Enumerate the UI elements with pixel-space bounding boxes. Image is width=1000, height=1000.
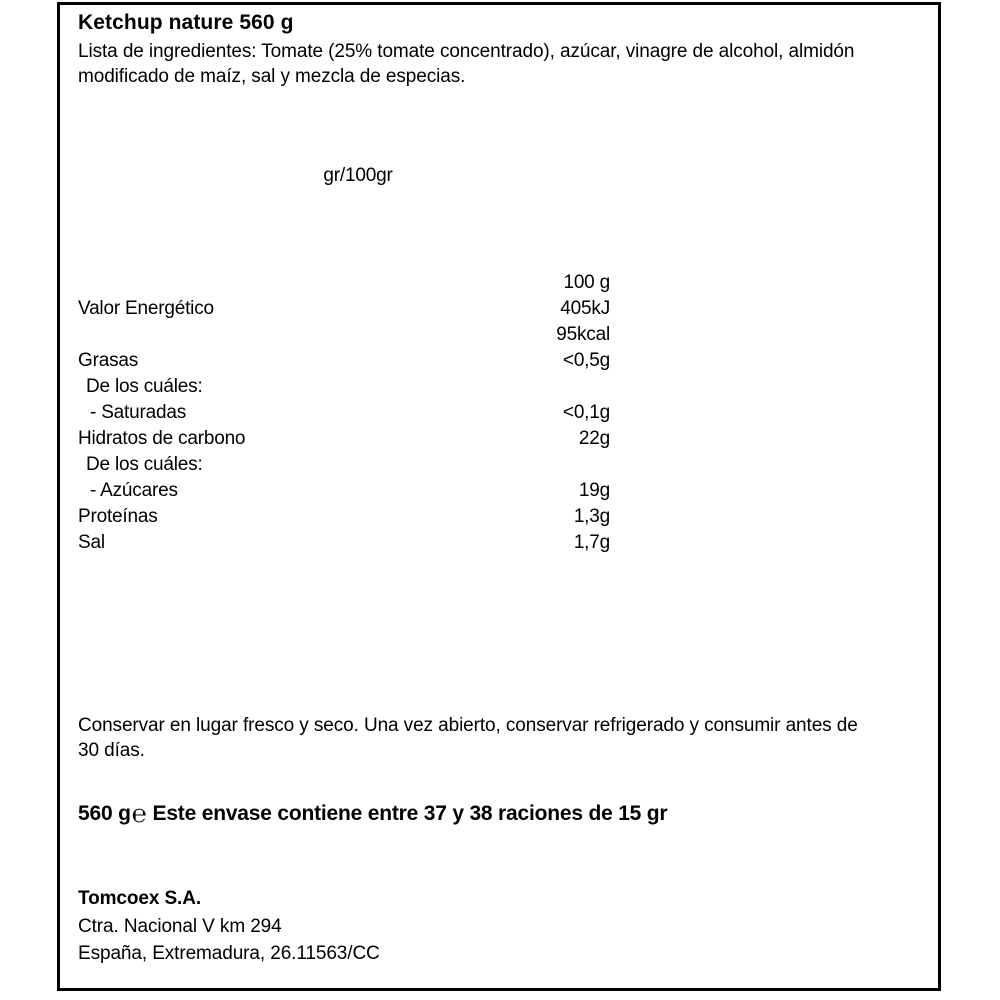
nutrient-label: - Saturadas (90, 402, 187, 423)
nutrient-value: 1,3g (573, 506, 610, 527)
table-row (78, 348, 638, 374)
table-row (78, 400, 638, 426)
nutrient-value: 100 g (563, 272, 610, 293)
nutrient-label: - Azúcares (90, 480, 178, 501)
manufacturer-address-line-1: Ctra. Nacional V km 294 (78, 915, 282, 937)
label-content (60, 5, 938, 988)
nutrient-label: Grasas (78, 350, 139, 371)
ingredients-list: Lista de ingredientes: Tomate (25% tomate concentrado), azúcar, vinagre de alcohol, almidón modificado de maíz, sal y mezcla de especias. (78, 41, 855, 88)
nutrient-label: Sal (78, 532, 105, 553)
nutrient-value: <0,5g (562, 350, 610, 371)
nutrient-value: 19g (578, 480, 610, 501)
nutrient-label (78, 322, 462, 348)
table-row (78, 426, 638, 452)
nutrition-unit-header: gr/100gr (323, 165, 393, 186)
nutrient-value (462, 374, 638, 400)
table-row (78, 530, 638, 556)
page-title: Ketchup nature 560 g (78, 11, 294, 34)
table-row (78, 452, 638, 478)
servings-statement (78, 802, 908, 826)
manufacturer-name: Tomcoex S.A. (78, 888, 202, 909)
table-row (78, 504, 638, 530)
nutrient-value: 1,7g (573, 532, 610, 553)
nutrient-value: 95kcal (556, 324, 610, 345)
nutrient-value (462, 452, 638, 478)
manufacturer-address-line-2: España, Extremadura, 26.11563/CC (78, 943, 380, 965)
table-row (78, 478, 638, 504)
nutrient-label: Hidratos de carbono (78, 428, 246, 449)
table-row (78, 296, 638, 322)
table-row (78, 374, 638, 400)
nutrient-label: Valor Energético (78, 298, 214, 319)
manufacturer-block (78, 885, 678, 968)
table-row (78, 270, 638, 296)
storage-instructions: Conservar en lugar fresco y seco. Una vez abierto, conservar refrigerado y consumir antes de 30 días. (78, 715, 858, 762)
nutrient-value: 405kJ (560, 298, 610, 319)
nutrition-table (78, 270, 638, 556)
nutrient-value: 22g (578, 428, 610, 449)
estimated-sign-icon: ℮ (131, 800, 147, 828)
net-weight: 560 g (78, 802, 131, 825)
nutrient-value: <0,1g (562, 402, 610, 423)
nutrient-label (78, 270, 462, 296)
nutrient-label: Proteínas (78, 506, 158, 527)
table-row (78, 322, 638, 348)
nutrient-label: De los cuáles: (86, 376, 203, 397)
nutrient-label: De los cuáles: (86, 454, 203, 475)
servings-text: Este envase contiene entre 37 y 38 raciones de 15 gr (152, 802, 668, 825)
nutrition-label-panel (57, 2, 941, 991)
